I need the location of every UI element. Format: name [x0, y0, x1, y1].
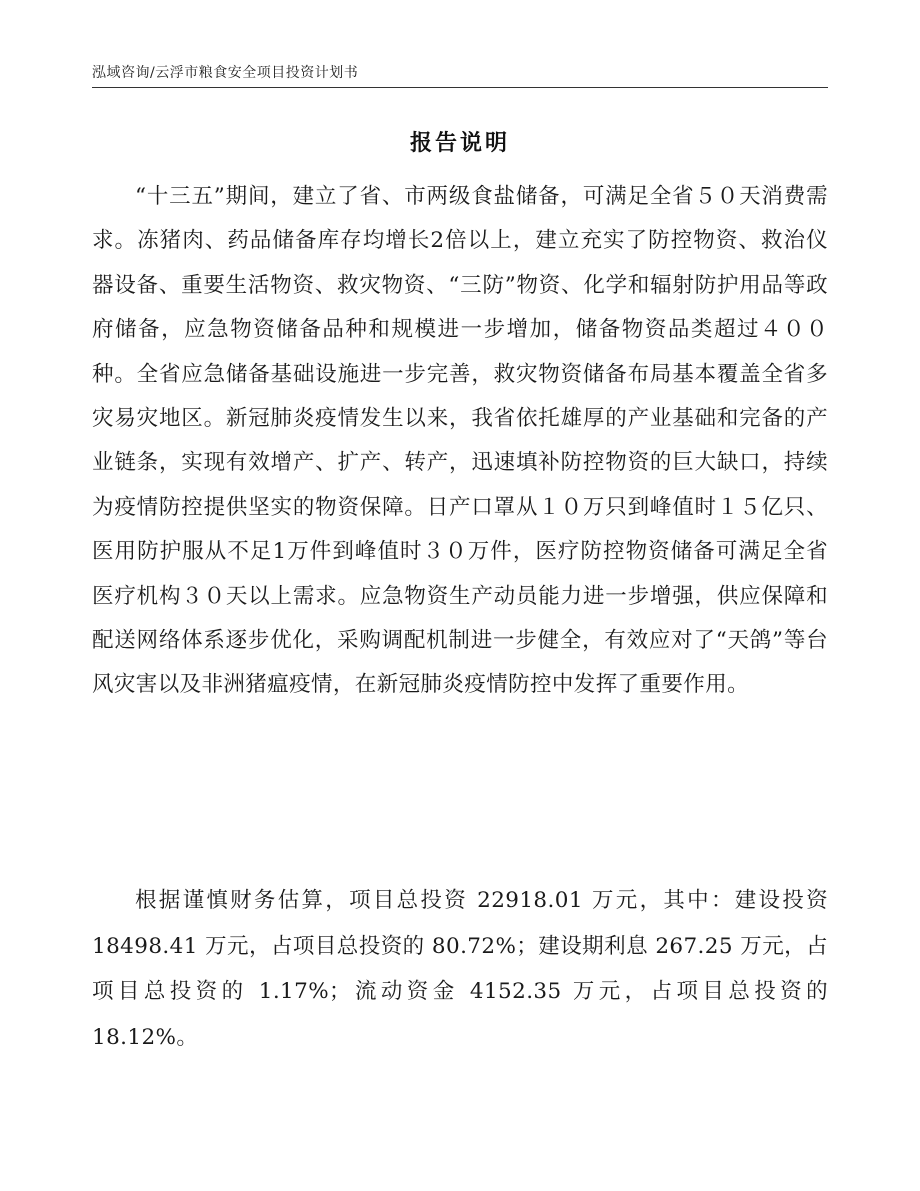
header-divider — [92, 87, 828, 88]
running-header: 泓域咨询/云浮市粮食安全项目投资计划书 — [92, 65, 359, 81]
paragraph-background: “十三五”期间，建立了省、市两级食盐储备，可满足全省５０天消费需求。冻猪肉、药品储备库存均增长2倍以上，建立充实了防控物资、救治仪器设备、重要生活物资、救灾物资、“三防”物资、化学和辐射防护用品等政府储备，应急物资储备品种和规模进一步增加，储备物资品类超过４００种。全省应急储备基础设施进一步完善，救灾物资储备布局基本覆盖全省多灾易灾地区。新冠肺炎疫情发生以来，我省依托雄厚的产业基础和完备的产业链条，实现有效增产、扩产、转产，迅速填补防控物资的巨大缺口，持续为疫情防控提供坚实的物资保障。日产口罩从１０万只到峰值时１５亿只、医用防护服从不足1万件到峰值时３０万件，医疗防控物资储备可满足全省医疗机构３０天以上需求。应急物资生产动员能力进一步增强，供应保障和配送网络体系逐步优化，采购调配机制进一步健全，有效应对了“天鸽”等台风灾害以及非洲猪瘟疫情，在新冠肺炎疫情防控中发挥了重要作用。 — [92, 184, 828, 698]
page-title: 报告说明 — [409, 130, 510, 156]
paragraph-investment-summary: 根据谨慎财务估算，项目总投资 22918.01 万元，其中：建设投资 18498.41 万元，占项目总投资的 80.72%；建设期利息 267.25 万元，占项目总投资的 1.17%；流动资金 4152.35 万元，占项目总投资的 18.12%。 — [92, 888, 828, 1050]
